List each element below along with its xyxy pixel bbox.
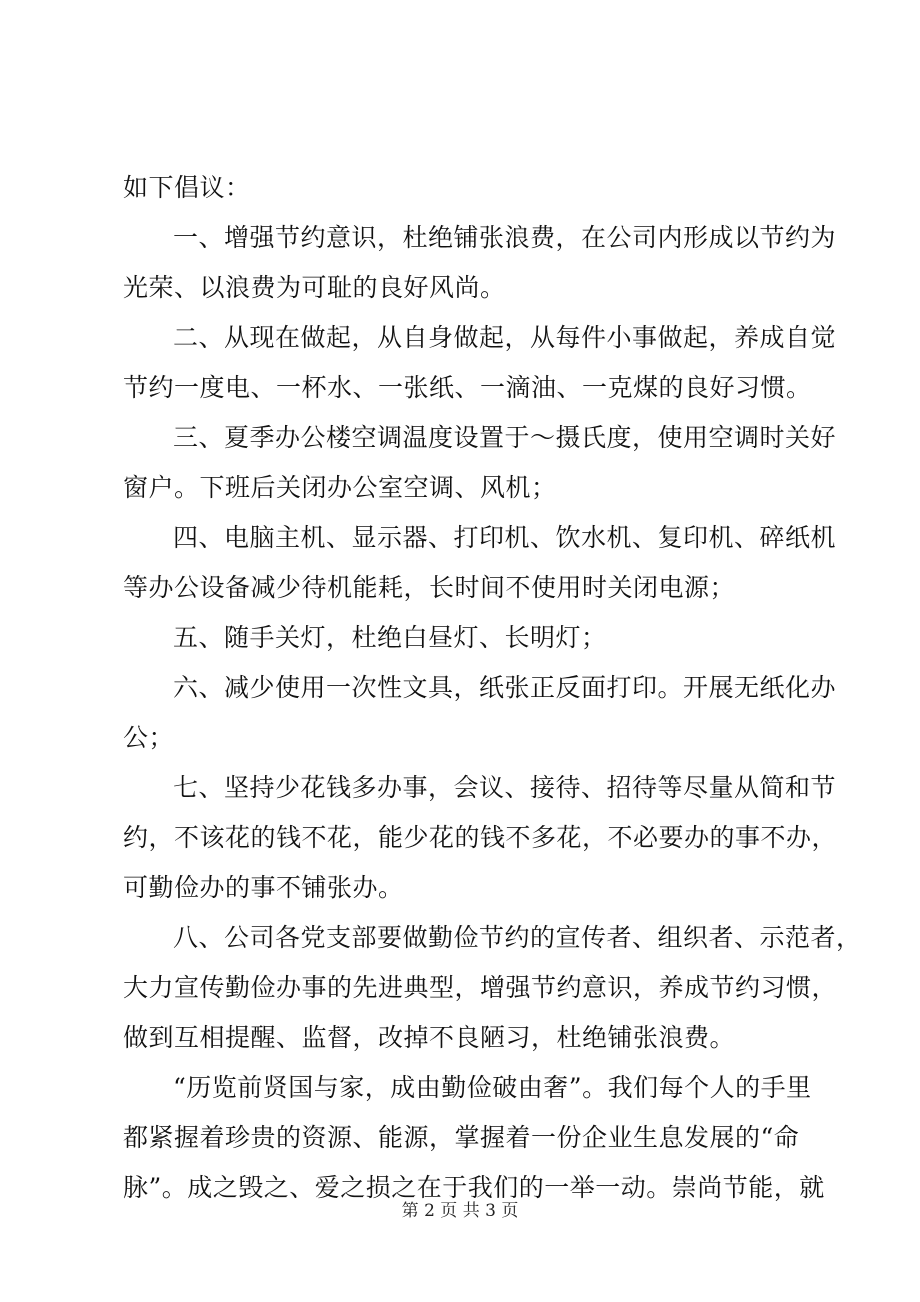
page-number-footer: 第 2 页 共 3 页	[401, 1201, 519, 1221]
text-line: 八、公司各党支部要做勤俭节约的宣传者、组织者、示范者，	[173, 923, 862, 952]
text-line: 二、从现在做起，从自身做起，从每件小事做起，养成自觉	[173, 323, 837, 352]
text-line: 如下倡议：	[123, 173, 251, 202]
text-line: 七、坚持少花钱多办事，会议、接待、招待等尽量从简和节	[173, 773, 837, 802]
text-line: 四、电脑主机、显示器、打印机、饮水机、复印机、碎纸机	[173, 523, 837, 552]
text-line: “历览前贤国与家，成由勤俭破由奢”。我们每个人的手里	[173, 1073, 812, 1102]
text-line: 公；	[123, 723, 175, 752]
text-line: 一、增强节约意识，杜绝铺张浪费，在公司内形成以节约为	[173, 223, 837, 252]
text-line: 三、夏季办公楼空调温度设置于～摄氏度，使用空调时关好	[173, 423, 837, 452]
text-line: 光荣、以浪费为可耻的良好风尚。	[123, 273, 506, 302]
text-line: 六、减少使用一次性文具，纸张正反面打印。开展无纸化办	[173, 673, 837, 702]
text-line: 约，不该花的钱不花，能少花的钱不多花，不必要办的事不办，	[123, 823, 838, 852]
text-line: 大力宣传勤俭办事的先进典型，增强节约意识，养成节约习惯，	[123, 973, 838, 1002]
text-line: 都紧握着珍贵的资源、能源，掌握着一份企业生息发展的“命	[123, 1123, 800, 1152]
text-line: 窗户。下班后关闭办公室空调、风机；	[123, 473, 557, 502]
text-line: 五、随手关灯，杜绝白昼灯、长明灯；	[173, 623, 607, 652]
text-line: 节约一度电、一杯水、一张纸、一滴油、一克煤的良好习惯。	[123, 373, 812, 402]
text-line: 可勤俭办的事不铺张办。	[123, 873, 404, 902]
text-line: 做到互相提醒、监督，改掉不良陋习，杜绝铺张浪费。	[123, 1023, 736, 1052]
text-line: 脉”。成之毁之、爱之损之在于我们的一举一动。崇尚节能，就	[123, 1173, 825, 1202]
text-line: 等办公设备减少待机能耗，长时间不使用时关闭电源；	[123, 573, 736, 602]
